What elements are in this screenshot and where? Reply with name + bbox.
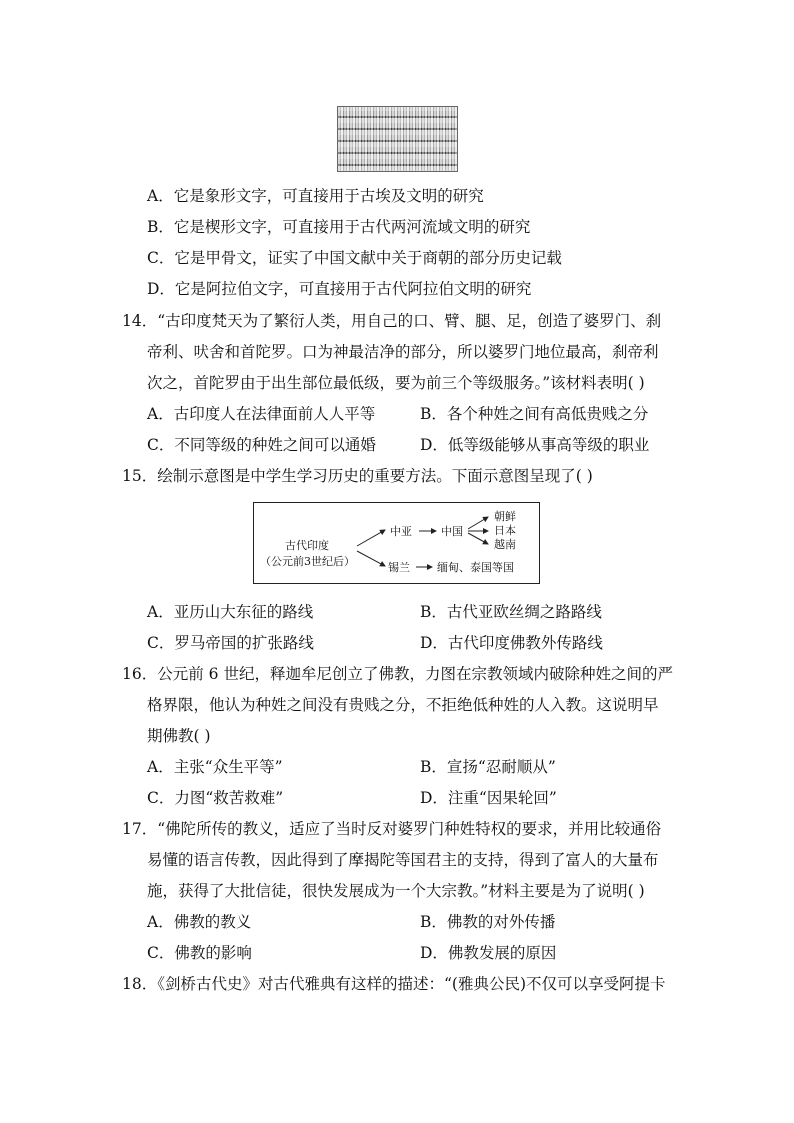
q14-stem-line-2: 帝利、吠舍和首陀罗。口为神最洁净的部分，所以婆罗门地位最高，刹帝利 — [147, 343, 659, 361]
diagram-central-asia: 中亚 — [390, 525, 412, 538]
q16-option-c: C．力图“救苦救难” — [147, 789, 284, 807]
q17-stem-line-1: 17．“佛陀所传的教义，适应了当时反对婆罗门种姓特权的要求，并用比较通俗 — [122, 820, 662, 838]
q18-stem-line-1: 18．《剑桥古代史》对古代雅典有这样的描述：“(雅典公民)不仅可以享受阿提卡 — [122, 975, 666, 993]
diagram-japan: 日本 — [494, 524, 516, 537]
q13-option-c: C．它是甲骨文，证实了中国文献中关于商朝的部分历史记载 — [147, 249, 562, 267]
q17-option-b: B．佛教的对外传播 — [420, 913, 556, 931]
q16-stem-line-2: 格界限，他认为种姓之间没有贵贱之分，不拒绝低种姓的人入教。这说明早 — [147, 696, 659, 714]
diagram-origin-india: 古代印度 — [285, 539, 329, 552]
diagram-korea: 朝鲜 — [494, 510, 516, 523]
q15-option-b: B．古代亚欧丝绸之路路线 — [420, 603, 602, 621]
q16-option-a: A．主张“众生平等” — [147, 758, 283, 776]
q17-stem-line-3: 施，获得了大批信徒，很快发展成为一个大宗教。”材料主要是为了说明( ) — [147, 882, 645, 900]
q14-option-c: C．不同等级的种姓之间可以通婚 — [147, 436, 376, 454]
buddhism-spread-diagram — [253, 502, 540, 584]
diagram-southeast-asia: 缅甸、泰国等国 — [437, 561, 514, 574]
q14-stem-line-1: 14．“古印度梵天为了繁衍人类，用自己的口、臂、腿、足，创造了婆罗门、刹 — [122, 312, 662, 330]
diagram-ceylon: 锡兰 — [388, 561, 410, 574]
q13-option-a: A．它是象形文字，可直接用于古埃及文明的研究 — [147, 187, 484, 205]
q14-option-d: D．低等级能够从事高等级的职业 — [420, 436, 650, 454]
q15-option-d: D．古代印度佛教外传路线 — [420, 634, 603, 652]
q14-stem-line-3: 次之，首陀罗由于出生部位最低级，要为前三个等级服务。”该材料表明( ) — [147, 374, 645, 392]
q14-option-b: B．各个种姓之间有高低贵贱之分 — [420, 405, 649, 423]
q17-option-a: A．佛教的教义 — [147, 913, 252, 931]
q13-option-d: D．它是阿拉伯文字，可直接用于古代阿拉伯文明的研究 — [147, 280, 532, 298]
cuneiform-inscription-image — [337, 106, 458, 172]
q16-stem-line-1: 16．公元前 6 世纪，释迦牟尼创立了佛教，力图在宗教领域内破除种姓之间的严 — [122, 665, 673, 683]
q15-option-a: A．亚历山大东征的路线 — [147, 603, 314, 621]
q17-option-c: C．佛教的影响 — [147, 944, 252, 962]
q16-option-b: B．宣扬“忍耐顺从” — [420, 758, 556, 776]
diagram-vietnam: 越南 — [494, 538, 516, 551]
q15-stem: 15．绘制示意图是中学生学习历史的重要方法。下面示意图呈现了( ) — [122, 467, 593, 485]
q16-option-d: D．注重“因果轮回” — [420, 789, 557, 807]
q16-stem-line-3: 期佛教( ) — [147, 727, 211, 745]
diagram-china: 中国 — [441, 525, 463, 538]
diagram-origin-period: （公元前3世纪后） — [260, 555, 355, 568]
q17-option-d: D．佛教发展的原因 — [420, 944, 557, 962]
q15-option-c: C．罗马帝国的扩张路线 — [147, 634, 314, 652]
q14-option-a: A．古印度人在法律面前人人平等 — [147, 405, 376, 423]
q17-stem-line-2: 易懂的语言传教，因此得到了摩揭陀等国君主的支持，得到了富人的大量布 — [147, 851, 659, 869]
q13-option-b: B．它是楔形文字，可直接用于古代两河流域文明的研究 — [147, 218, 531, 236]
